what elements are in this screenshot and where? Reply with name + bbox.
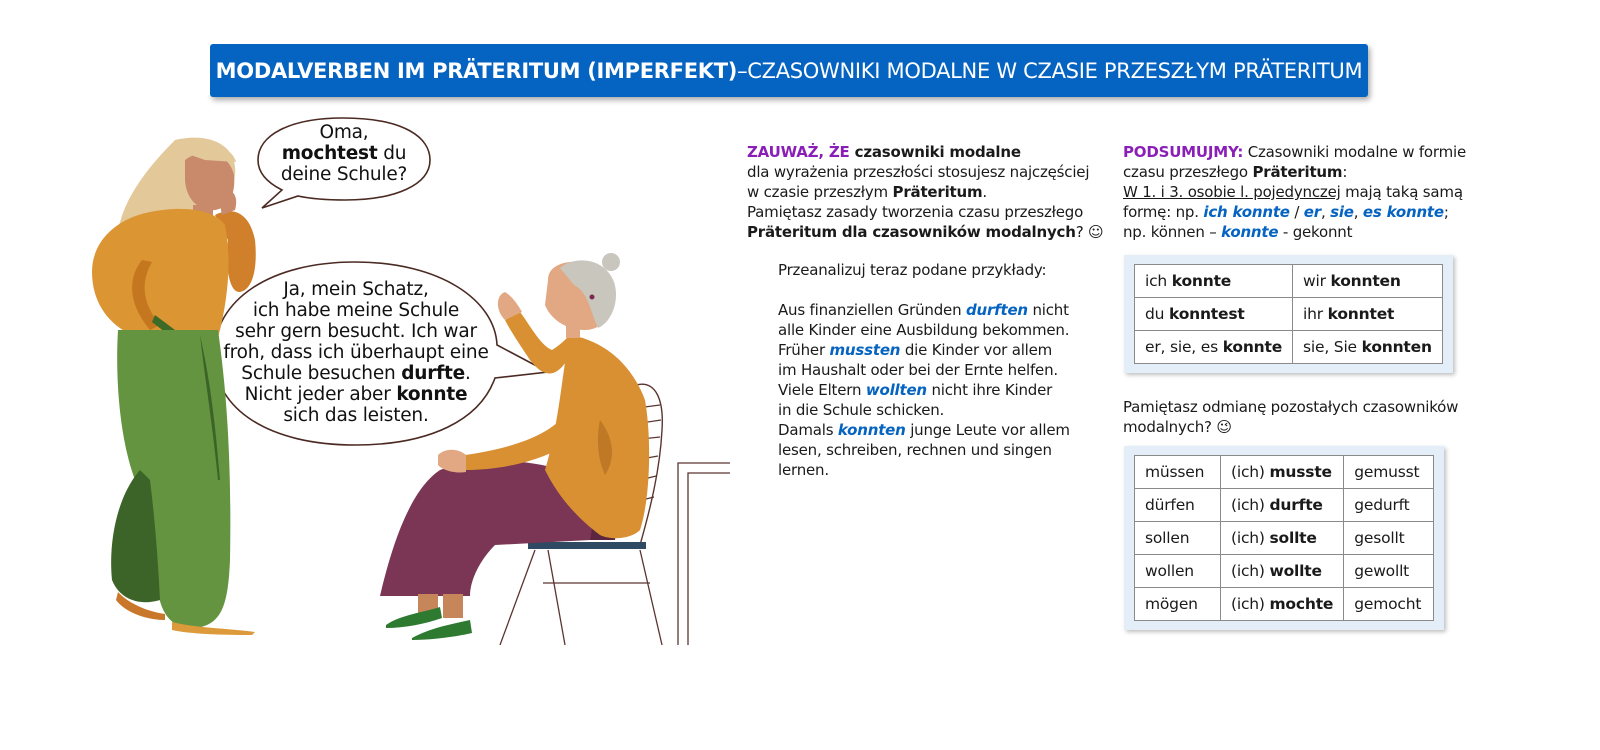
- note-section: [747, 142, 1117, 242]
- highlighted-verb: wollten: [865, 381, 927, 399]
- example-line: lernen.: [778, 461, 829, 479]
- example-text: junge Leute vor allem: [905, 421, 1070, 439]
- reminder-line: Pamiętasz odmianę pozostałych czasowników: [1123, 398, 1459, 416]
- pronoun: (ich): [1231, 463, 1270, 481]
- example-line: im Haushalt oder bei der Ernte helfen.: [778, 361, 1058, 379]
- girl-speech-text: [262, 122, 426, 185]
- table-row: [1135, 265, 1443, 298]
- summary-text: mają taką samą: [1340, 183, 1463, 201]
- bubble-text: Nicht jeder aber: [244, 384, 397, 405]
- summary-underlined: W 1. i 3. osobie l. pojedynczej: [1123, 183, 1341, 201]
- bubble-line: Oma,: [319, 122, 369, 143]
- participle-cell: gemusst: [1344, 456, 1434, 489]
- highlighted-verb: konnten: [837, 421, 906, 439]
- summary-text: Czasowniki modalne w formie: [1243, 143, 1466, 161]
- summary-section: [1123, 142, 1503, 242]
- pronoun: du: [1145, 305, 1169, 323]
- example-line: in die Schule schicken.: [778, 401, 945, 419]
- summary-text: ,: [1353, 203, 1363, 221]
- example-line: [778, 380, 1108, 400]
- note-bold: Präteritum dla czasowników modalnych: [747, 223, 1076, 241]
- title-german: MODALVERBEN IM PRÄTERITUM (IMPERFEKT): [215, 58, 738, 83]
- examples-section: [778, 260, 1108, 480]
- example-text: nicht ihre Kinder: [926, 381, 1053, 399]
- bubble-line: sich das leisten.: [283, 405, 429, 426]
- reminder-text-part: modalnych?: [1123, 418, 1217, 436]
- summary-line: [1123, 182, 1503, 202]
- summary-text: ,: [1320, 203, 1331, 221]
- pronoun: sie, Sie: [1303, 338, 1362, 356]
- modal-verb-bold: mochtest: [281, 143, 378, 164]
- table-row: [1135, 331, 1443, 364]
- verb-form: durfte: [1269, 496, 1323, 514]
- note-label-rest: czasowniki modalne: [849, 143, 1021, 161]
- past-cell: [1221, 489, 1344, 522]
- summary-label: PODSUMUJMY:: [1123, 143, 1244, 161]
- bubble-line: deine Schule?: [280, 164, 408, 185]
- summary-text: formę: np.: [1123, 203, 1204, 221]
- example-line: alle Kinder eine Ausbildung bekommen.: [778, 321, 1070, 339]
- modal-verb-bold: durfte: [401, 363, 466, 384]
- example-text: die Kinder vor allem: [900, 341, 1053, 359]
- note-line: dla wyrażenia przeszłości stosujesz najczęściej: [747, 163, 1090, 181]
- highlighted-verb: es konnte: [1362, 203, 1444, 221]
- summary-line: [1123, 162, 1503, 182]
- summary-line: [1123, 202, 1503, 222]
- summary-text: /: [1289, 203, 1304, 221]
- note-text: w czasie przeszłym: [747, 183, 893, 201]
- pronoun: (ich): [1231, 595, 1270, 613]
- note-text: .: [982, 183, 987, 201]
- pronoun: er, sie, es: [1145, 338, 1223, 356]
- example-text: Damals: [778, 421, 838, 439]
- infinitive-cell: dürfen: [1135, 489, 1221, 522]
- table-cell: [1135, 298, 1293, 331]
- table-cell: [1293, 298, 1443, 331]
- note-line: Pamiętasz zasady tworzenia czasu przeszłego: [747, 203, 1084, 221]
- pronoun: (ich): [1231, 496, 1270, 514]
- participle-cell: gedurft: [1344, 489, 1434, 522]
- summary-bold: Präteritum: [1252, 163, 1343, 181]
- table-row: [1135, 456, 1434, 489]
- past-cell: [1221, 456, 1344, 489]
- pronoun: (ich): [1231, 529, 1270, 547]
- konnen-conjugation-table: [1124, 255, 1453, 373]
- summary-text: czasu przeszłego: [1123, 163, 1253, 181]
- participle-cell: gewollt: [1344, 555, 1434, 588]
- bubble-line: froh, dass ich überhaupt eine: [223, 342, 489, 363]
- past-cell: [1221, 522, 1344, 555]
- highlighted-verb: mussten: [829, 341, 901, 359]
- page-title-banner: [210, 44, 1368, 97]
- note-bold: Präteritum: [892, 183, 983, 201]
- note-label: ZAUWAŻ, ŻE: [747, 143, 850, 161]
- pronoun: ihr: [1303, 305, 1328, 323]
- bubble-line: [218, 363, 494, 384]
- grandma-speech-text: [218, 279, 494, 426]
- past-cell: [1221, 588, 1344, 621]
- spacer: [778, 280, 1108, 300]
- smiley-icon: ? ☺: [1075, 223, 1104, 241]
- infinitive-cell: mögen: [1135, 588, 1221, 621]
- verb-form: wollte: [1269, 562, 1322, 580]
- bubble-text: .: [465, 363, 471, 384]
- reminder-line: [1123, 417, 1503, 437]
- verb-form: konnten: [1361, 338, 1432, 356]
- summary-line: [1123, 142, 1503, 162]
- verb-form: konnten: [1330, 272, 1401, 290]
- verb-form: konnte: [1222, 338, 1283, 356]
- title-polish: CZASOWNIKI MODALNE W CZASIE PRZESZŁYM PRÄTERITUM: [747, 58, 1363, 83]
- pronoun: ich: [1145, 272, 1172, 290]
- example-text: Früher: [778, 341, 830, 359]
- table-cell: [1135, 265, 1293, 298]
- summary-text: np. können –: [1123, 223, 1222, 241]
- bubble-line: ich habe meine Schule: [252, 300, 460, 321]
- table-cell: [1135, 331, 1293, 364]
- bubble-line: sehr gern besucht. Ich war: [235, 321, 477, 342]
- verb-form: musste: [1269, 463, 1332, 481]
- table-row: [1135, 588, 1434, 621]
- summary-line: [1123, 222, 1503, 242]
- example-line: [778, 300, 1108, 320]
- modal-table: [1134, 455, 1434, 621]
- table-cell: [1293, 265, 1443, 298]
- table-cell: [1293, 331, 1443, 364]
- modal-verbs-table: [1124, 446, 1444, 630]
- participle-cell: gemocht: [1344, 588, 1434, 621]
- wink-smiley-icon: 😉: [1216, 418, 1232, 436]
- infinitive-cell: wollen: [1135, 555, 1221, 588]
- bubble-line: [262, 143, 426, 164]
- example-line: lesen, schreiben, rechnen und singen: [778, 441, 1052, 459]
- verb-form: konnte: [1171, 272, 1232, 290]
- examples-intro: Przeanalizuj teraz podane przykłady:: [778, 261, 1047, 279]
- example-text: nicht: [1027, 301, 1069, 319]
- note-line: [747, 182, 1117, 202]
- table-row: [1135, 555, 1434, 588]
- highlighted-verb: ich konnte: [1203, 203, 1290, 221]
- table-row: [1135, 298, 1443, 331]
- title-separator: –: [737, 58, 748, 83]
- verb-form: sollte: [1269, 529, 1317, 547]
- pronoun: (ich): [1231, 562, 1270, 580]
- infinitive-cell: müssen: [1135, 456, 1221, 489]
- summary-text: ;: [1443, 203, 1449, 221]
- verb-form: konntet: [1327, 305, 1395, 323]
- example-text: Viele Eltern: [778, 381, 866, 399]
- example-line: [778, 420, 1108, 440]
- highlighted-verb: konnte: [1221, 223, 1279, 241]
- modal-verb-bold: konnte: [396, 384, 468, 405]
- participle-cell: gesollt: [1344, 522, 1434, 555]
- verb-form: mochte: [1269, 595, 1334, 613]
- example-line: [778, 340, 1108, 360]
- highlighted-pronoun: sie: [1330, 203, 1354, 221]
- past-cell: [1221, 555, 1344, 588]
- conjugation-table: [1134, 264, 1443, 364]
- example-text: Aus finanziellen Gründen: [778, 301, 966, 319]
- highlighted-pronoun: er: [1303, 203, 1321, 221]
- highlighted-verb: durften: [965, 301, 1028, 319]
- bubble-line: [218, 384, 494, 405]
- table-row: [1135, 489, 1434, 522]
- bubble-text: Schule besuchen: [241, 363, 402, 384]
- note-heading: [747, 142, 1117, 162]
- bubble-text-rest: du: [377, 143, 407, 164]
- infinitive-cell: sollen: [1135, 522, 1221, 555]
- table-row: [1135, 522, 1434, 555]
- note-line: [747, 222, 1117, 242]
- reminder-text: [1123, 397, 1503, 437]
- summary-text: :: [1342, 163, 1348, 181]
- verb-form: konntest: [1169, 305, 1245, 323]
- summary-text: - gekonnt: [1278, 223, 1353, 241]
- pronoun: wir: [1303, 272, 1331, 290]
- bubble-line: Ja, mein Schatz,: [283, 279, 429, 300]
